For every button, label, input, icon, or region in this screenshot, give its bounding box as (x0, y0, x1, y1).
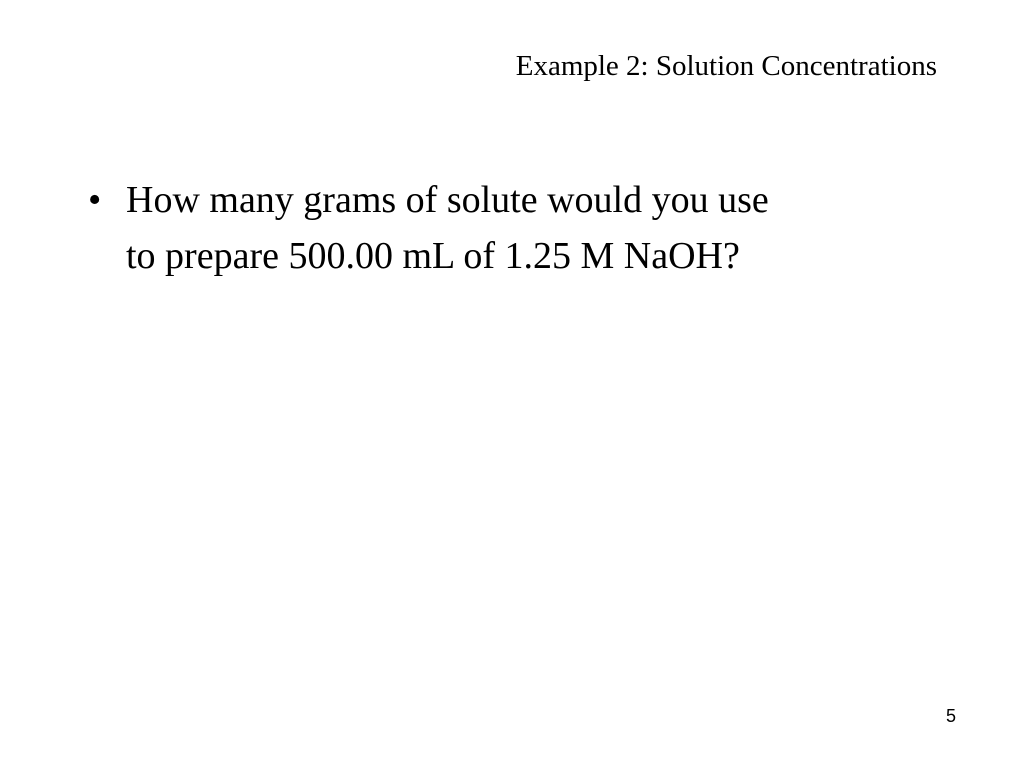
slide-number: 5 (946, 706, 957, 726)
slide-title: Example 2: Solution Concentrations (515, 50, 937, 82)
bullet-item (88, 172, 918, 284)
bullet-text-line-2: to prepare 500.00 mL of 1.25 M NaOH? (126, 235, 740, 277)
bullet-marker: • (88, 179, 102, 221)
bullet-list (88, 172, 918, 284)
bullet-text-line-1: How many grams of solute would you use (126, 179, 769, 221)
